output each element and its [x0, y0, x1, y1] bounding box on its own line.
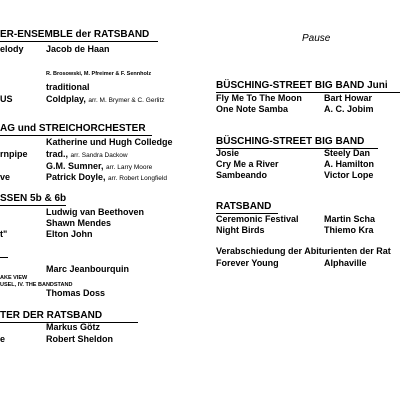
piece-title: Cry Me a River — [216, 159, 279, 169]
piece-title: ve — [0, 172, 11, 182]
section-heading-streichorchester: AG und STREICHORCHESTER — [0, 123, 146, 134]
piece-composer: Bart Howar — [324, 93, 373, 103]
piece-title: t" — [0, 229, 8, 239]
piece-composer: A. C. Jobim — [324, 104, 374, 114]
piece-composer: Martin Scha — [324, 214, 376, 224]
arranger: arr. M. Brymer & C. Gerlitz — [88, 97, 165, 104]
piece-title: elody — [0, 44, 24, 54]
section-heading-ensemble: ER-ENSEMBLE der RATSBAND — [0, 29, 150, 40]
heading-underline — [0, 205, 66, 206]
piece-composer: trad., arr. Sandra Dackow — [46, 149, 128, 159]
composer-name: trad. — [46, 149, 66, 159]
piece-title: Sambeando — [216, 170, 268, 180]
piece-composer: Steely Dan — [324, 148, 371, 158]
piece-composer: Marc Jeanbourquin — [46, 264, 130, 274]
piece-title: One Note Samba — [216, 104, 289, 114]
piece-title: Ceremonic Festival — [216, 214, 299, 224]
piece-composer: Ludwig van Beethoven — [46, 207, 145, 217]
piece-composer: Markus Götz — [46, 322, 101, 332]
section-heading-bigband: BÜSCHING-STREET BIG BAND — [216, 136, 365, 147]
piece-composer: Alphaville — [324, 258, 367, 268]
piece-composer: Victor Lope — [324, 170, 374, 180]
piece-composer: R. Brosowski, M. Pfreimer & F. Sennholz — [46, 71, 152, 77]
farewell-heading: Verabschiedung der Abiturienten der Rat — [216, 246, 391, 256]
piece-title: US — [0, 94, 13, 104]
piece-composer: A. Hamilton — [324, 159, 375, 169]
piece-composer: Patrick Doyle, arr. Robert Longfield — [46, 172, 167, 182]
arranger: arr. Robert Longfield — [108, 175, 167, 182]
piece-composer: traditional — [46, 82, 90, 92]
piece-composer: Elton John — [46, 229, 93, 239]
piece-subtitle: USEL, IV. THE BANDSTAND — [0, 282, 73, 288]
arranger: arr. Sandra Dackow — [70, 152, 128, 159]
piece-title: rnpipe — [0, 149, 28, 159]
piece-composer: Shawn Mendes — [46, 218, 112, 228]
piece-subtitle: AKE VIEW — [0, 275, 28, 281]
piece-title: Night Birds — [216, 225, 265, 235]
pause-label: Pause — [302, 33, 331, 44]
heading-underline — [0, 135, 152, 136]
section-heading-ratsband: TER DER RATSBAND — [0, 310, 103, 321]
piece-composer: Thomas Doss — [46, 288, 106, 298]
heading-underline — [0, 41, 158, 42]
piece-title: e — [0, 334, 6, 344]
section-heading-ratsband-right: RATSBAND — [216, 201, 272, 212]
piece-title: Fly Me To The Moon — [216, 93, 302, 103]
piece-composer: Jacob de Haan — [46, 44, 110, 54]
piece-composer: G.M. Sumner, arr. Larry Moore — [46, 161, 153, 171]
piece-title: Josie — [216, 148, 240, 158]
composer-name: G.M. Sumner — [46, 161, 102, 171]
piece-composer: Thiemo Kra — [324, 225, 374, 235]
piece-composer: Katherine und Hugh Colledge — [46, 137, 173, 147]
section-heading-bigband-junior: BÜSCHING-STREET BIG BAND Juni — [216, 80, 388, 91]
heading-underline — [0, 257, 8, 258]
arranger: arr. Larry Moore — [106, 164, 153, 171]
piece-title: Forever Young — [216, 258, 279, 268]
section-heading-klassen: SSEN 5b & 6b — [0, 193, 67, 204]
composer-name: Coldplay — [46, 94, 84, 104]
composer-name: Patrick Doyle — [46, 172, 104, 182]
piece-composer: Robert Sheldon — [46, 334, 113, 344]
piece-composer: Coldplay, arr. M. Brymer & C. Gerlitz — [46, 94, 165, 104]
